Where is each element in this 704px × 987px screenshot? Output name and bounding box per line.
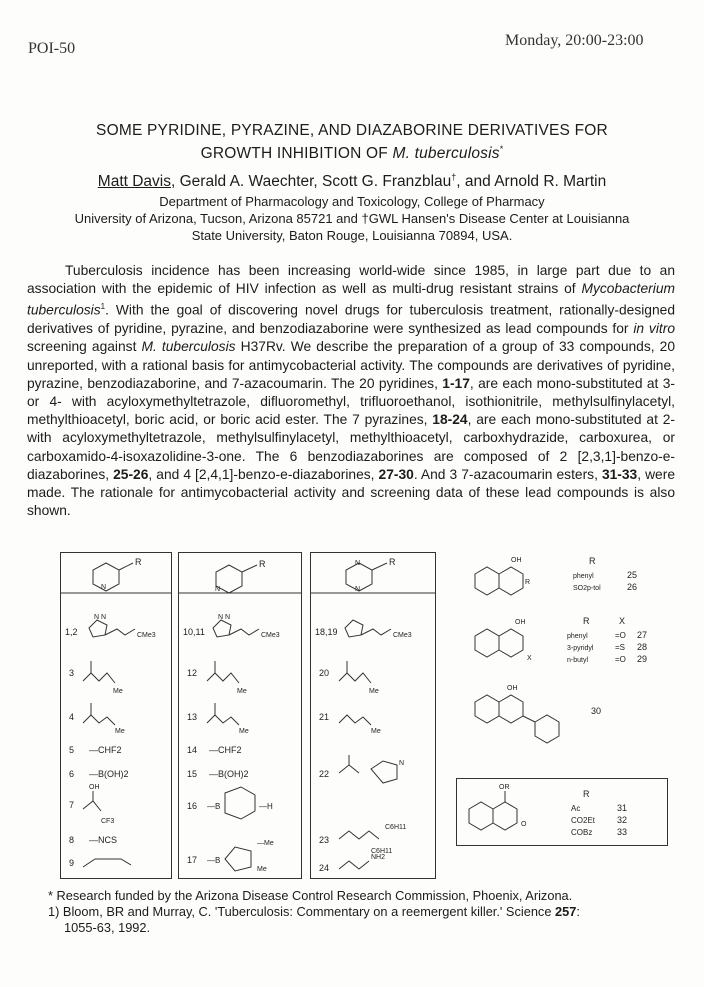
pyrazine-panel [310, 552, 436, 879]
svg-text:5: 5 [69, 745, 75, 755]
svg-text:29: 29 [637, 654, 648, 664]
abstract-body: Tuberculosis incidence has been increasing world-wide since 1985, in large part due to an association with the epidemic of HIV infection as well as multi-drug resistant strains of Mycobacterium tuberculosis$^1$. With the goal of discovering novel drugs for tuberculosis treatment, rationally-designed derivatives of pyridine, pyrazine, and benzodiazaborine were synthesized as lead compounds for in vitro screening against M. tuberculosis H37Rv. We describe the preparation of a group of 33 compounds, 20 unreported, with a rational basis for antimycobacterial activity. The compounds are derivatives of pyridine, pyrazine, benzodiazaborine, and 7-azacoumarin. The 20 pyridines, 1-17, are each mono-substituted at 3- or 4- with acyloxymethyltetrazole, difluoromethyl, trifluoroethanol, isothionitrile, methylsulfinylacetyl, methylthioacetyl, boric acid, or boric acid ester. The 7 pyrazines, 18-24, are each mono-substituted at 2- with acyloxymethyltetrazole, methylsulfinylacetyl, methylthioacetyl, carboxhydrazide, carboxurea, or carboxamido-4-isoxazolidine-3-one. The 6 benzodiazaborines are composed of 2 [2,3,1]-benzo-e-diazaborines, 25-26, and 4 [2,4,1]-benzo-e-diazaborines, 27-30. And 3 7-azacoumarin esters, 31-33, were made. The rationale for antimycobacterial activity and screening data of these lead compounds is also shown. [27, 263, 676, 519]
svg-text:N: N [355, 560, 361, 567]
svg-text:—B: —B [207, 856, 221, 865]
svg-text:R: R [525, 579, 531, 586]
svg-text:R: R [389, 557, 396, 567]
svg-text:N: N [399, 760, 405, 767]
affiliation: Department of Pharmacology and Toxicology, College of Pharmacy University of Arizona, Tucson, Arizona 85721 and †GWL Hansen's Disease Center at Louisianna State University, Baton Rouge, Louisianna 70894, USA. [74, 194, 630, 243]
pyridine-4-panel [178, 552, 302, 879]
svg-text:—H: —H [259, 802, 273, 811]
svg-text:21: 21 [319, 712, 330, 722]
svg-text:N: N [355, 586, 361, 593]
svg-text:n-butyl: n-butyl [567, 657, 589, 664]
svg-text:R: R [259, 559, 266, 569]
svg-text:18,19: 18,19 [315, 627, 338, 637]
svg-text:CMe3: CMe3 [137, 632, 156, 639]
svg-text:7: 7 [69, 800, 75, 810]
svg-text:25: 25 [627, 570, 638, 580]
reference-1: 1) Bloom, BR and Murray, C. 'Tuberculosis: Commentary on a reemergent killer.' Science 257: [48, 904, 580, 919]
pyridine-3-structures [61, 553, 171, 878]
svg-text:12: 12 [187, 668, 198, 678]
pyridine-4-structures [179, 553, 301, 878]
svg-text:9: 9 [69, 858, 75, 868]
svg-text:—NCS: —NCS [89, 835, 118, 845]
svg-text:Me: Me [115, 728, 125, 735]
svg-text:—CHF2: —CHF2 [89, 745, 122, 755]
svg-text:—B: —B [207, 802, 221, 811]
svg-text:C6H11: C6H11 [371, 848, 393, 855]
title-line-2: GROWTH INHIBITION OF M. tuberculosis* [200, 144, 504, 163]
svg-text:Ac: Ac [571, 804, 581, 813]
svg-text:CO2Et: CO2Et [571, 816, 596, 825]
svg-text:Me: Me [113, 688, 123, 695]
svg-text:33: 33 [617, 827, 628, 837]
compound-label: 1,2 [65, 627, 78, 637]
svg-text:R: R [135, 557, 142, 567]
svg-text:N: N [101, 584, 107, 591]
footnotes [48, 888, 668, 936]
svg-text:X: X [619, 616, 626, 626]
svg-text:R: R [583, 789, 590, 799]
svg-text:COBz: COBz [571, 828, 593, 837]
svg-text:8: 8 [69, 835, 75, 845]
svg-text:R: R [583, 616, 590, 626]
svg-text:OR: OR [499, 784, 510, 791]
svg-text:22: 22 [319, 769, 330, 779]
svg-text:13: 13 [187, 712, 198, 722]
diazaborine-panel [455, 552, 670, 767]
session-time: Monday, 20:00-23:00 [505, 32, 644, 49]
pyridine-3-panel [60, 552, 172, 879]
pyrazine-structures [311, 553, 435, 878]
svg-text:28: 28 [637, 642, 648, 652]
svg-text:=O: =O [615, 655, 626, 664]
svg-text:15: 15 [187, 769, 198, 779]
svg-text:=S: =S [615, 643, 626, 652]
svg-text:—Me: —Me [257, 840, 274, 847]
svg-text:N N: N N [94, 614, 107, 621]
svg-text:32: 32 [617, 815, 628, 825]
diazaborine-structures [455, 552, 670, 767]
svg-text:23: 23 [319, 835, 330, 845]
svg-text:4: 4 [69, 712, 75, 722]
svg-text:phenyl: phenyl [567, 633, 588, 640]
svg-text:NH2: NH2 [371, 854, 386, 861]
title-line-1: SOME PYRIDINE, PYRAZINE, AND DIAZABORINE DERIVATIVES FOR [96, 122, 608, 139]
svg-text:—B(OH)2: —B(OH)2 [209, 769, 249, 779]
svg-text:OH: OH [507, 685, 518, 692]
svg-text:SO2p-tol: SO2p-tol [573, 585, 601, 592]
svg-text:O: O [521, 821, 527, 828]
svg-text:CMe3: CMe3 [261, 632, 280, 639]
svg-text:OH: OH [515, 619, 526, 626]
svg-text:Me: Me [237, 688, 247, 695]
author-list: Matt Davis, Gerald A. Waechter, Scott G. Franzblau†, and Arnold R. Martin [97, 172, 607, 191]
svg-text:CMe3: CMe3 [393, 632, 412, 639]
svg-text:3: 3 [69, 668, 75, 678]
svg-text:14: 14 [187, 745, 198, 755]
svg-text:Me: Me [239, 728, 249, 735]
svg-text:26: 26 [627, 582, 638, 592]
svg-text:31: 31 [617, 803, 628, 813]
svg-text:24: 24 [319, 863, 330, 873]
svg-text:Me: Me [371, 728, 381, 735]
svg-text:X: X [527, 655, 532, 662]
svg-text:10,11: 10,11 [183, 627, 205, 637]
svg-text:R: R [589, 556, 596, 566]
reference-1-cont: 1055-63, 1992. [64, 920, 151, 935]
svg-text:30: 30 [591, 706, 602, 716]
paper-title [40, 121, 664, 163]
svg-text:20: 20 [319, 668, 330, 678]
svg-text:16: 16 [187, 801, 198, 811]
svg-text:6: 6 [69, 769, 75, 779]
svg-text:phenyl: phenyl [573, 573, 594, 580]
azacoumarin-structures [457, 779, 667, 845]
svg-text:C6H11: C6H11 [385, 824, 407, 831]
svg-text:Me: Me [257, 866, 267, 873]
azacoumarin-panel [456, 778, 668, 846]
svg-text:27: 27 [637, 630, 648, 640]
svg-text:=O: =O [615, 631, 626, 640]
svg-text:N: N [215, 586, 221, 593]
svg-text:N N: N N [218, 614, 231, 621]
svg-text:Me: Me [369, 688, 379, 695]
svg-text:CF3: CF3 [101, 818, 115, 825]
svg-text:—B(OH)2: —B(OH)2 [89, 769, 129, 779]
svg-text:OH: OH [511, 557, 522, 564]
svg-text:17: 17 [187, 855, 198, 865]
funding-note: * Research funded by the Arizona Disease Control Research Commission, Phoenix, Arizona. [48, 888, 573, 903]
svg-text:—CHF2: —CHF2 [209, 745, 242, 755]
svg-text:OH: OH [89, 784, 100, 791]
poster-id: POI-50 [28, 40, 76, 57]
presenting-author: Matt Davis [97, 173, 171, 191]
svg-text:3-pyridyl: 3-pyridyl [567, 645, 594, 652]
